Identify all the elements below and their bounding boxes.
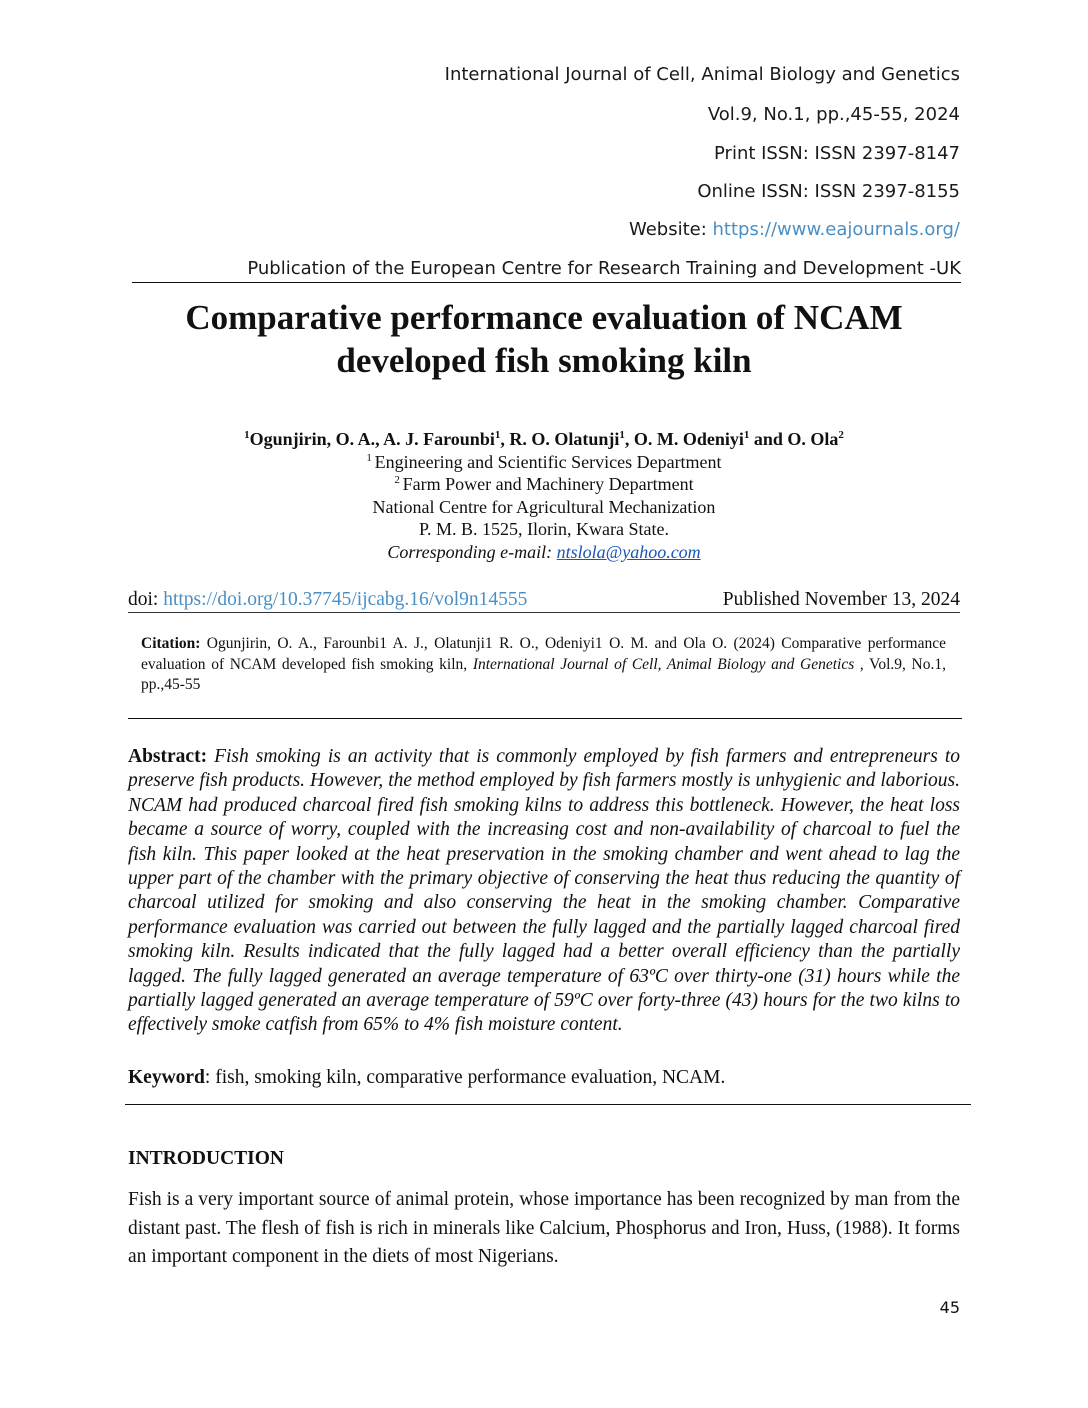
paper-title [128,296,960,382]
section-body: Fish is a very important source of animal protein, whose importance has been recognized by man from the distant past. The flesh of fish is rich in minerals like Calcium, Phosphorus and Iron, Huss, (1988). It forms an important component in the diets of most Nigerians. [128,1189,960,1267]
doi-label: doi: [128,589,164,610]
abstract [128,745,960,1038]
website-line [629,219,960,240]
affiliation-1-sup: 1 [366,451,375,464]
author-2: A. J. Farounbi [383,429,495,449]
citation-label: Citation: [141,635,201,652]
keywords [128,1066,960,1090]
doi-link[interactable]: https://doi.org/10.37745/ijcabg.16/vol9n14555 [163,589,528,610]
address: P. M. B. 1525, Ilorin, Kwara State. [419,519,669,540]
page-number: 45 [939,1298,960,1317]
doi [128,589,527,611]
journal-name: International Journal of Cell, Animal Biology and Genetics [444,64,960,85]
corresponding-email [128,541,960,564]
author-4-sup: 1 [743,429,750,441]
journal-volume: Vol.9, No.1, pp.,45-55, 2024 [707,104,960,125]
print-issn: Print ISSN: ISSN 2397-8147 [714,143,960,164]
title-line-1: Comparative performance evaluation of NCAM [185,298,903,337]
publisher-line: Publication of the European Centre for Research Training and Development -UK [132,258,961,283]
website-label: Website: [628,219,713,240]
citation-tail: , Vol.9, No.1, pp.,45-55 [141,655,946,693]
citation-journal: International Journal of Cell, Animal Biology and Genetics [472,655,855,673]
affiliation-2-text: Farm Power and Machinery Department [402,474,694,495]
doi-row [128,589,960,611]
title-line-2: developed fish smoking kiln [336,341,752,380]
abstract-label: Abstract: [128,746,208,767]
online-issn: Online ISSN: ISSN 2397-8155 [697,181,960,202]
author-4: , O. M. Odeniyi [624,429,744,449]
citation [141,634,946,696]
affiliation-2-sup: 2 [394,474,403,487]
author-3: , R. O. Olatunji [500,429,620,449]
citation-text: Ogunjirin, O. A., Farounbi1 A. J., Olatunji1 R. O., Odeniyi1 O. M. and Ola O. (2024) Comparative performance evaluation of NCAM developed fish smoking kiln, [141,635,946,673]
divider-bottom [125,1104,971,1105]
abstract-text: Fish smoking is an activity that is commonly employed by fish farmers and entrepreneurs to preserve fish products. However, the method employed by fish farmers mostly is unhygienic and laborious. NCAM had produced charcoal fired fish smoking kilns to address this bottleneck. However, the heat loss became a source of worry, coupled with the increasing cost and non-availability of charcoal to fuel the fish kiln. This paper looked at the heat preservation in the smoking chamber and went ahead to lag the upper part of the chamber with the primary objective of conserving the heat thus reducing the quantity of charcoal utilized for smoking and also conserving the heat in the smoking chamber. Comparative performance evaluation was carried out between the fully lagged and the partially lagged charcoal fired smoking kiln. Results indicated that the fully lagged had a better overall efficiency than the partially lagged. The fully lagged generated an average temperature of 63ºC over thirty-one (31) hours while the partially lagged generated an average temperature of 59ºC over forty-three (43) hours for the two kilns to effectively smoke catfish from 65% to 4% fish moisture content. [128,746,960,1036]
section-heading: INTRODUCTION [128,1148,285,1169]
author-2-sup: 1 [494,429,501,441]
keyword-label: Keyword [128,1067,205,1088]
author-list [128,428,960,451]
author-1: Ogunjirin, O. A., [249,429,384,449]
affiliation-2 [128,473,960,496]
published-date: Published November 13, 2024 [722,589,960,610]
author-5-sup: 2 [838,429,844,441]
affiliation-1 [128,451,960,474]
email-link[interactable]: ntslola@yahoo.com [556,541,701,562]
affiliation-1-text: Engineering and Scientific Services Department [374,451,722,472]
institution: National Centre for Agricultural Mechanization [372,496,716,517]
author-3-sup: 1 [619,429,625,441]
keyword-text: : fish, smoking kiln, comparative performance evaluation, NCAM. [204,1067,726,1088]
doi-divider [128,612,960,613]
divider-top [128,718,962,719]
author-5: and O. Ola [749,429,839,449]
email-label: Corresponding e-mail: [387,541,557,562]
author-1-sup: 1 [244,429,250,441]
author-block [128,428,960,564]
website-link[interactable]: https://www.eajournals.org/ [712,219,960,240]
